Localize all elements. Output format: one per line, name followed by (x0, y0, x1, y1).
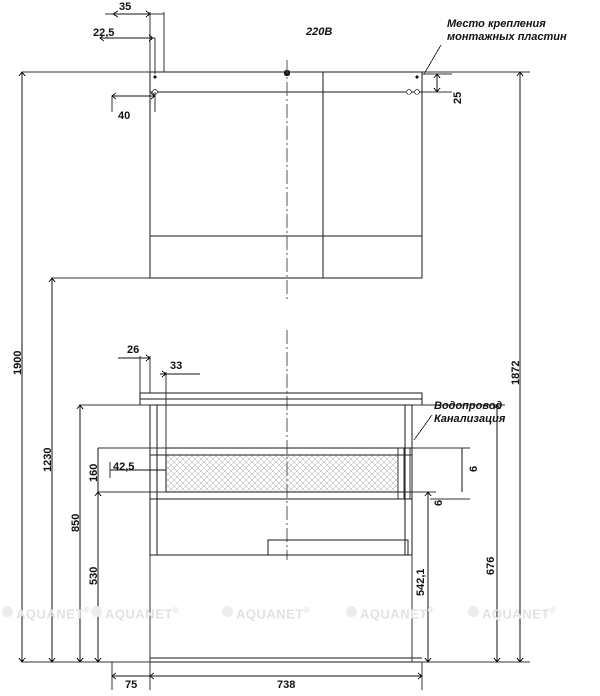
watermark-aquanet: AQUANET® (16, 606, 91, 622)
dimension-label-160: 160 (88, 463, 100, 482)
dimension-label-542-1: 542,1 (415, 568, 427, 596)
dimension-label-33: 33 (170, 360, 183, 372)
dimension-label-850: 850 (70, 513, 82, 532)
watermark-aquanet: AQUANET® (360, 606, 435, 622)
dimension-label-1872: 1872 (510, 360, 522, 385)
dimension-label-42-5: 42,5 (113, 461, 135, 473)
dimension-label-6-upper: 6 (468, 465, 480, 472)
water-supply-note-line2: Канализация (434, 413, 506, 425)
watermark-aquanet: AQUANET® (105, 606, 180, 622)
watermark-text: AQUANET (360, 606, 428, 622)
watermark-logo-mark (346, 606, 357, 617)
dimension-label-676: 676 (485, 556, 497, 575)
dimension-label-530: 530 (88, 566, 100, 585)
dimension-label-40: 40 (118, 110, 131, 122)
dimension-label-26: 26 (127, 344, 140, 356)
watermark-logo-mark (2, 606, 13, 617)
watermark-text: AQUANET (482, 606, 550, 622)
dimension-label-1900: 1900 (12, 350, 24, 375)
dimension-label-22-5: 22,5 (93, 27, 115, 39)
watermark-aquanet: AQUANET® (236, 606, 311, 622)
dimension-label-75: 75 (125, 679, 138, 691)
mount-plates-note (447, 18, 567, 44)
watermark-aquanet: AQUANET® (482, 606, 557, 622)
power-note: 220В (306, 26, 333, 38)
dimension-label-738: 738 (277, 679, 296, 691)
water-supply-note (434, 400, 505, 426)
dimension-label-1230: 1230 (42, 447, 54, 472)
watermark-logo-mark (468, 606, 479, 617)
mount-plates-note-line1: Место крепления (447, 18, 546, 30)
watermark-text: AQUANET (105, 606, 173, 622)
dimension-label-6-lower: 6 (433, 499, 445, 506)
water-supply-note-line1: Водопровод (434, 400, 503, 412)
dimension-label-35: 35 (119, 1, 132, 13)
watermark-text: AQUANET (236, 606, 304, 622)
watermark-logo-mark (91, 606, 102, 617)
mount-plates-note-line2: монтажных пластин (447, 31, 567, 43)
watermark-text: AQUANET (16, 606, 84, 622)
watermark-logo-mark (222, 606, 233, 617)
dimension-label-25: 25 (452, 91, 464, 104)
